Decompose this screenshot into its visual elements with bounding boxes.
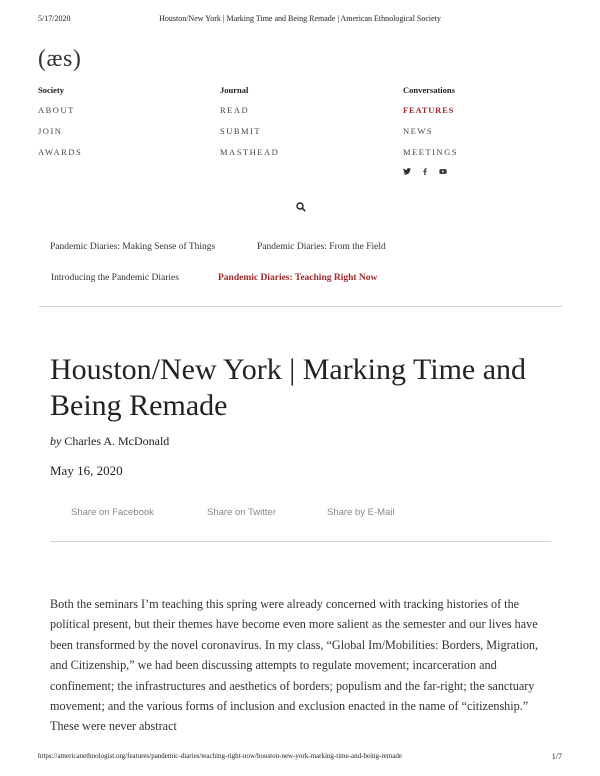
nav-link-join[interactable]: JOIN (38, 126, 63, 136)
share-email-link[interactable]: Share by E-Mail (327, 507, 395, 518)
nav-link-news[interactable]: NEWS (403, 126, 434, 136)
twitter-icon[interactable] (403, 167, 411, 176)
subnav-divider (39, 306, 562, 307)
nav-link-awards[interactable]: AWARDS (38, 147, 83, 157)
post-date: May 16, 2020 (50, 463, 123, 478)
nav-link-submit[interactable]: SUBMIT (220, 126, 262, 136)
nav-heading-conversations: Conversations (403, 85, 455, 95)
social-links (403, 167, 447, 176)
byline (50, 434, 169, 449)
site-logo[interactable]: (æs) (38, 46, 82, 72)
author-link[interactable]: Charles A. McDonald (64, 434, 170, 448)
facebook-icon[interactable] (421, 167, 429, 176)
share-facebook-link[interactable]: Share on Facebook (71, 507, 154, 518)
youtube-icon[interactable] (439, 167, 447, 176)
subnav-introducing[interactable]: Introducing the Pandemic Diaries (51, 273, 179, 283)
article-body-paragraph: Both the seminars I’m teaching this spring were already concerned with tracking histories of the political present, but their themes have become even more salient as the semester and our lives have been transformed by the novel coronavirus. In my class, “Global Im/Mobilities: Borders, Migration, and Citizenship,” we had been discussing attempts to regulate movement; incarceration and confinement; the infrastructures and aesthetics of borders; populism and the far-right; the sanctuary movement; and the various forms of inclusion and exclusion enacted in the name of “citizenship.” These were never abstract (50, 597, 539, 734)
subnav-teaching-right-now[interactable]: Pandemic Diaries: Teaching Right Now (218, 273, 378, 283)
nav-column-society (38, 85, 82, 168)
nav-link-features[interactable]: FEATURES (403, 105, 455, 115)
nav-link-meetings[interactable]: MEETINGS (403, 147, 458, 157)
article-title: Houston/New York | Marking Time and Being Remade (50, 353, 527, 422)
subnav-making-sense[interactable]: Pandemic Diaries: Making Sense of Things (50, 242, 216, 252)
nav-heading-journal: Journal (220, 85, 249, 95)
print-footer (38, 752, 562, 764)
print-date: 5/17/2020 (38, 14, 71, 23)
share-twitter-link[interactable]: Share on Twitter (207, 507, 277, 518)
share-divider (50, 541, 551, 542)
byline-prefix: by (50, 434, 62, 448)
nav-heading-society: Society (38, 85, 64, 95)
print-url: https://americanethnologist.org/features/pandemic-diaries/teaching-right-now/houston-new-york-marking-time-and-being-remade (38, 752, 402, 760)
nav-column-journal (220, 85, 279, 168)
nav-column-conversations (403, 85, 458, 168)
print-document-title: Houston/New York | Marking Time and Being Remade | American Ethnological Society (159, 14, 441, 23)
search-icon[interactable] (296, 199, 306, 209)
subnav-from-the-field[interactable]: Pandemic Diaries: From the Field (257, 242, 386, 252)
nav-link-read[interactable]: READ (220, 105, 250, 115)
nav-link-about[interactable]: ABOUT (38, 105, 75, 115)
print-header (38, 14, 562, 26)
print-page-number: 1/7 (551, 752, 562, 761)
nav-link-masthead[interactable]: MASTHEAD (220, 147, 280, 157)
